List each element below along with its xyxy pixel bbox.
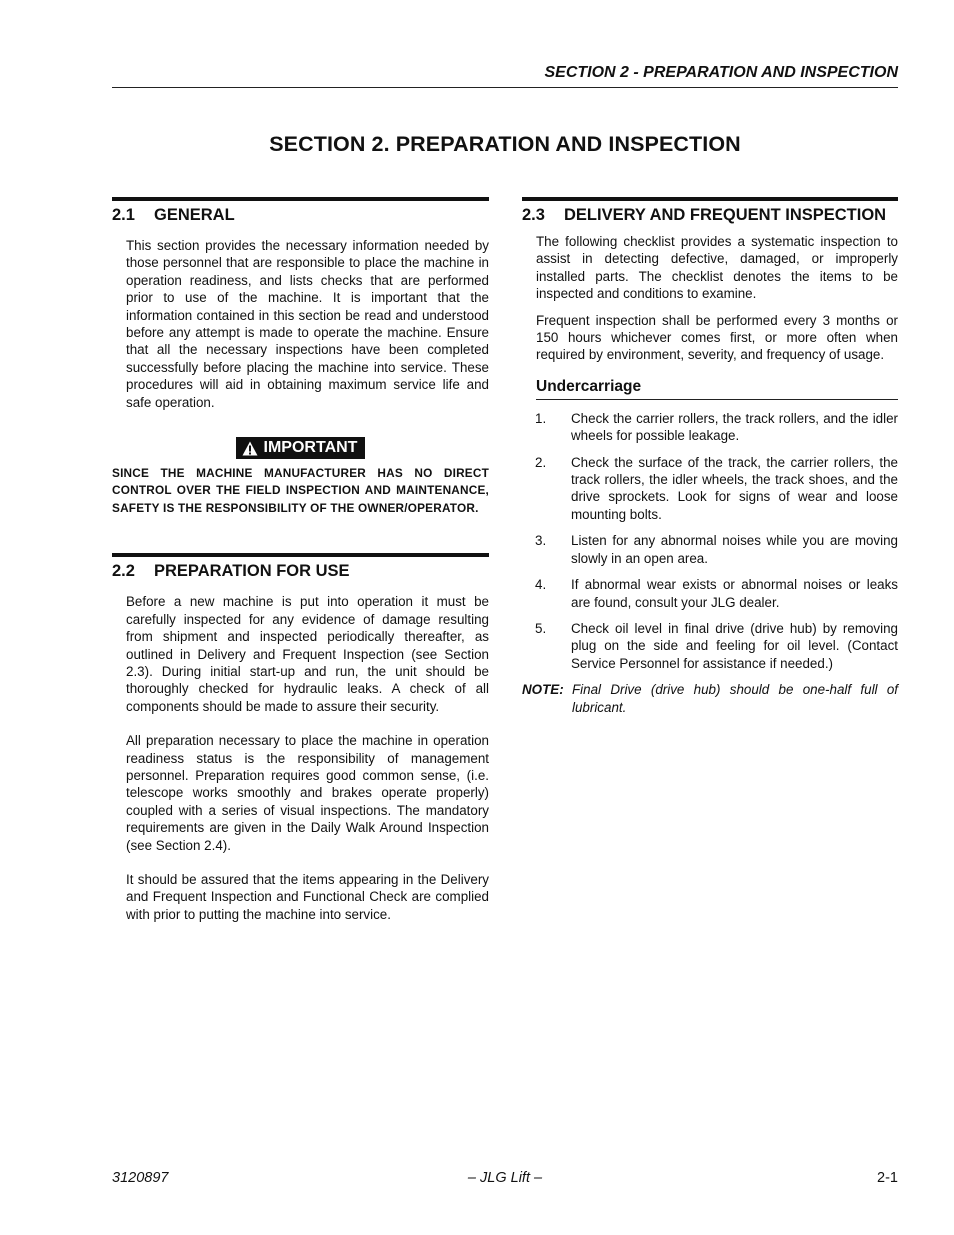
list-item [522, 410, 898, 445]
list-item-text: Check the surface of the track, the carrier rollers, the track rollers, the idler wheels, the track shoes, and the drive sprockets. Look for signs of wear and loose mounting bolts. [571, 454, 898, 522]
list-item-text: Check the carrier rollers, the track rollers, and the idler wheels for possible leakage. [571, 410, 898, 444]
list-item-number: 3. [535, 533, 547, 549]
delivery-paragraph-2: Frequent inspection shall be performed every 3 months or 150 hours whichever comes first, or more often when required by environment, severity, and frequency of usage. [536, 312, 898, 363]
list-item-number: 1. [535, 410, 547, 426]
list-item [522, 620, 898, 672]
section-rule [112, 553, 489, 557]
important-text: SINCE THE MACHINE MANUFACTURER HAS NO DIRECT CONTROL OVER THE FIELD INSPECTION AND MAINTENANCE, SAFETY IS THE RESPONSIBILITY OF THE OWNER/OPERATOR. [112, 465, 489, 515]
important-notice [112, 437, 489, 461]
section-rule [522, 197, 898, 201]
section-heading-general [112, 206, 489, 225]
page-title: SECTION 2. PREPARATION AND INSPECTION [269, 132, 741, 156]
list-item-text: Listen for any abnormal noises while you are moving slowly in an open area. [571, 533, 898, 566]
note-label: NOTE: [522, 682, 564, 698]
section-title: GENERAL [154, 206, 235, 224]
list-item [522, 576, 898, 611]
note [522, 681, 898, 716]
list-item-number: 4. [535, 577, 547, 593]
right-column [522, 197, 898, 716]
preparation-paragraph-2: All preparation necessary to place the machine in operation readiness status is the responsibility of management personnel. Preparation requires good common sense, (i.e. telescope works smoothly and brakes operate properly) coupled with a series of visual inspections. The mandatory requirements are given in the Daily Walk Around Inspection (see Section 2.4). [126, 733, 489, 853]
section-number: 2.2 [112, 562, 135, 581]
left-column [112, 197, 489, 923]
page-footer [112, 1170, 898, 1186]
section-rule [112, 197, 489, 201]
list-item [522, 532, 898, 567]
delivery-paragraph-1: The following checklist provides a systematic inspection to assist in detecting defective, damaged, or improperly installed parts. The checklist denotes the items to be inspected and conditions to examine. [536, 234, 898, 302]
list-item-number: 5. [535, 620, 547, 636]
page-number: 2-1 [877, 1170, 898, 1186]
note-text: Final Drive (drive hub) should be one-half full of lubricant. [572, 682, 898, 715]
undercarriage-checklist [522, 410, 898, 672]
important-label: IMPORTANT [263, 439, 358, 457]
section-number: 2.3 [522, 206, 545, 224]
list-item [522, 454, 898, 524]
general-paragraph: This section provides the necessary information needed by those personnel that are responsible to place the machine in operation readiness, and lists checks that are performed prior to use of the machine. It is important that the information contained in this section be read and understood before any attempt is made to operate the machine. Ensure that all the necessary inspections have been completed successfully before placing the machine into service. These procedures will aid in obtaining maximum service life and safe operation. [126, 238, 489, 410]
section-heading-delivery [522, 206, 898, 225]
important-label-box [236, 437, 366, 459]
document-number: 3120897 [112, 1170, 169, 1186]
list-item-number: 2. [535, 454, 547, 470]
section-title: PREPARATION FOR USE [154, 562, 350, 581]
footer-brand: – JLG Lift – [467, 1170, 543, 1186]
list-item-text: Check oil level in final drive (drive hub) by removing plug on the side and feeling for oil level. (Contact Service Personnel for assistance if needed.) [571, 620, 898, 671]
preparation-paragraph-3: It should be assured that the items appearing in the Delivery and Frequent Inspection and Functional Check are complied with prior to putting the machine into service. [126, 872, 489, 922]
section-number: 2.1 [112, 206, 135, 224]
section-title: DELIVERY AND FREQUENT INSPECTION [564, 206, 887, 224]
section-heading-preparation [112, 562, 489, 581]
preparation-paragraph-1: Before a new machine is put into operation it must be carefully inspected for any evidence of damage resulting from shipment and inspected periodically thereafter, as outlined in Delivery and Frequent Inspection (see Section 2.3). During initial start-up and run, the unit should be thoroughly checked for hydraulic leaks. A check of all components should be made to assure their security. [126, 594, 489, 714]
warning-triangle-icon [242, 441, 258, 456]
running-header: SECTION 2 - PREPARATION AND INSPECTION [112, 64, 898, 88]
undercarriage-heading: Undercarriage [536, 378, 898, 400]
list-item-text: If abnormal wear exists or abnormal noises or leaks are found, consult your JLG dealer. [571, 577, 898, 610]
